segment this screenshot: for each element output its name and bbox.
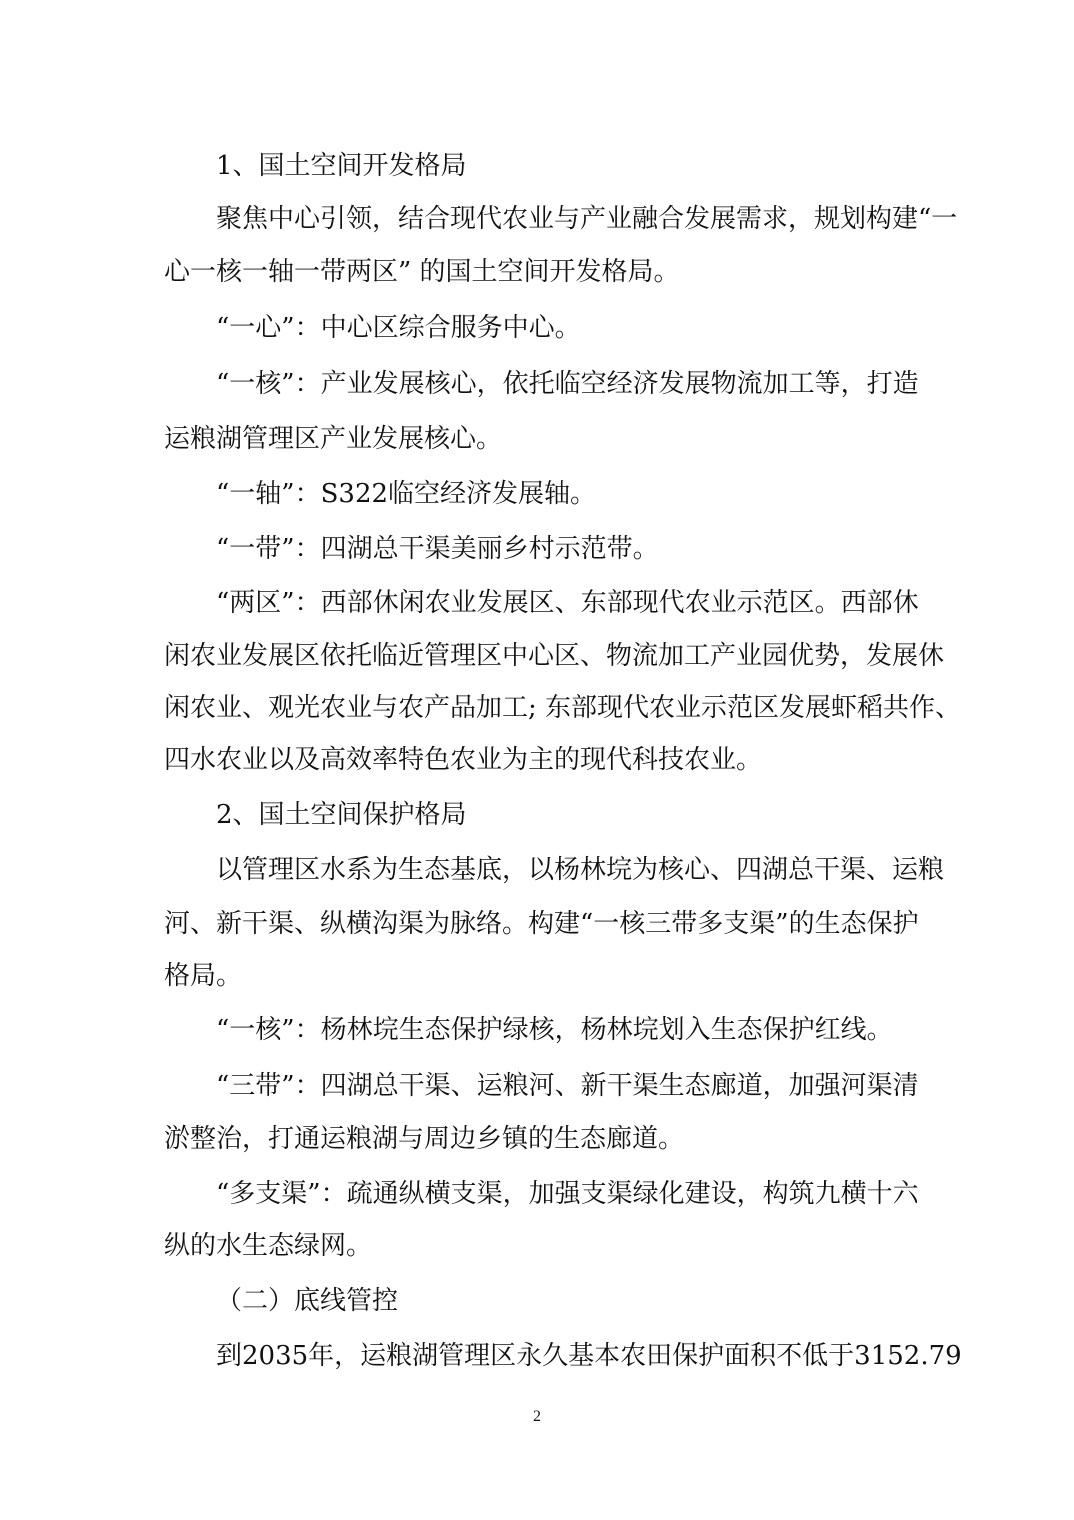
paragraph-line: “两区”：西部休闲农业发展区、东部现代农业示范区。西部休 <box>216 588 919 618</box>
paragraph-line: “一带”：四湖总干渠美丽乡村示范带。 <box>216 534 659 564</box>
paragraph-line: 聚焦中心引领，结合现代农业与产业融合发展需求，规划构建“一 <box>216 204 958 234</box>
paragraph-line: 心一核一轴一带两区” 的国土空间开发格局。 <box>164 257 680 287</box>
paragraph-line: “三带”：四湖总干渠、运粮河、新干渠生态廊道，加强河渠清 <box>216 1071 919 1101</box>
paragraph-line: “多支渠”：疏通纵横支渠，加强支渠绿化建设，构筑九横十六 <box>216 1179 919 1209</box>
paragraph-line: “一轴”：S322临空经济发展轴。 <box>216 479 597 509</box>
paragraph-line: “一核”：产业发展核心，依托临空经济发展物流加工等，打造 <box>216 369 919 399</box>
section-heading: 1、国土空间开发格局 <box>216 151 467 181</box>
paragraph-line: 到2035年，运粮湖管理区永久基本农田保护面积不低于3152.79 <box>216 1341 962 1371</box>
section-heading: 2、国土空间保护格局 <box>216 800 467 830</box>
paragraph-line: 淤整治，打通运粮湖与周边乡镇的生态廊道。 <box>164 1124 685 1154</box>
paragraph-line: “一心”：中心区综合服务中心。 <box>216 313 581 343</box>
paragraph-line: 闲农业发展区依托临近管理区中心区、物流加工产业园优势，发展休 <box>164 641 945 671</box>
paragraph-line: 格局。 <box>164 961 243 991</box>
paragraph-line: 河、新干渠、纵横沟渠为脉络。构建“一核三带多支渠”的生态保护 <box>164 909 919 939</box>
page-number: 2 <box>533 1408 541 1425</box>
paragraph-line: 运粮湖管理区产业发展核心。 <box>164 424 503 454</box>
paragraph-line: “一核”：杨林垸生态保护绿核，杨林垸划入生态保护红线。 <box>216 1015 893 1045</box>
paragraph-line: 以管理区水系为生态基底，以杨林垸为核心、四湖总干渠、运粮 <box>216 855 945 885</box>
paragraph-line: 纵的水生态绿网。 <box>164 1231 373 1261</box>
paragraph-line: 四水农业以及高效率特色农业为主的现代科技农业。 <box>164 745 763 775</box>
section-heading: （二）底线管控 <box>216 1286 399 1316</box>
paragraph-line: 闲农业、观光农业与农产品加工; 东部现代农业示范区发展虾稻共作、 <box>164 693 962 723</box>
